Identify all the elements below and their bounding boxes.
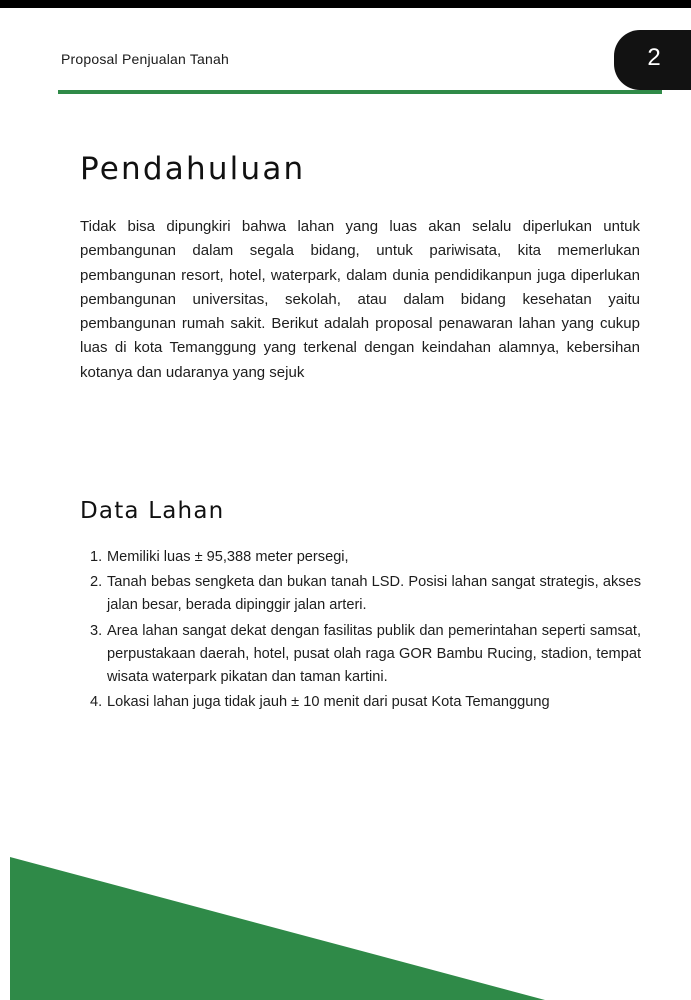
list-item-number: 2.	[90, 574, 103, 591]
list-item-text: Memiliki luas ± 95,388 meter persegi,	[107, 549, 349, 565]
list-item-text: Area lahan sangat dekat dengan fasilitas publik dan pemerintahan seperti samsat, perpustakaan daerah, hotel, pusat olah raga GOR Bambu Rucing, stadion, tempat wisata waterpark pikatan dan taman kartini.	[107, 622, 641, 686]
intro-paragraph: Tidak bisa dipungkiri bahwa lahan yang luas akan selalu diperlukan untuk pembangunan dalam segala bidang, untuk pariwisata, kita memerlukan pembangunan resort, hotel, waterpark, dalam dunia pendidikanpun juga diperlukan pembangunan universitas, sekolah, atau dalam bidang kesehatan yaitu pembangunan rumah sakit. Berikut adalah proposal penawaran lahan yang cukup luas di kota Temanggung yang terkenal dengan keindahan alamnya, kebersihan kotanya dan udaranya yang sejuk	[80, 218, 640, 381]
green-triangle-shape	[10, 857, 545, 1000]
list-item-text: Lokasi lahan juga tidak jauh ± 10 menit dari pusat Kota Temanggung	[107, 694, 550, 711]
list-item-number: 3.	[90, 622, 103, 639]
list-item-text: Tanah bebas sengketa dan bukan tanah LSD. Posisi lahan sangat strategis, akses jalan besar, berada dipinggir jalan arteri.	[107, 574, 641, 614]
list-item-number: 4.	[90, 694, 103, 711]
list-item-number: 1.	[90, 549, 103, 565]
section-heading-data-lahan: Data Lahan	[80, 498, 225, 524]
header-title: Proposal Penjualan Tanah	[61, 51, 230, 67]
section-heading-pendahuluan: Pendahuluan	[80, 151, 306, 187]
page-number: 2	[647, 44, 661, 71]
